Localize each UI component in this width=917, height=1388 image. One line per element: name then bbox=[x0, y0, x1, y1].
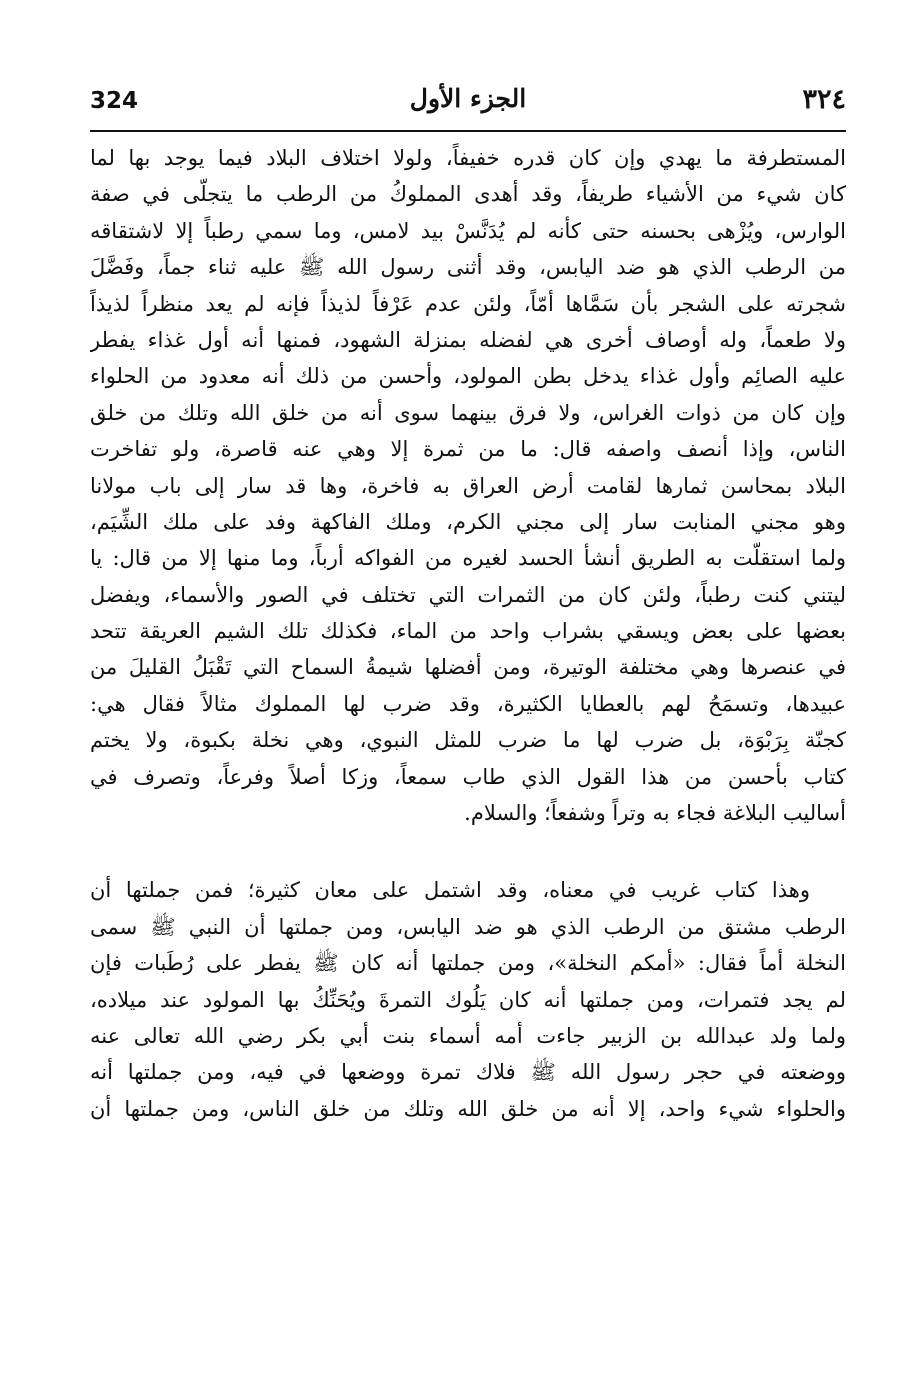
text-line: الرطب مشتق من الرطب الذي هو ضد اليابس، ومن جملتها أن النبي ﷺ سمى bbox=[90, 914, 846, 939]
text-line: من الرطب الذي هو ضد اليابس، وقد أثنى رسول الله ﷺ عليه ثناء جماً، وفَضَّلَ bbox=[90, 255, 846, 280]
text-line: النخلة أماً فقال: «أمكم النخلة»، ومن جملتها أنه كان ﷺ يفطر على رُطَبات فإن bbox=[90, 951, 846, 976]
text-line: ليتني كنت رطباً، ولئن كان من الثمرات التي تختلف في الصور والأسماء، ويفضل bbox=[90, 582, 846, 607]
text-line: أساليب البلاغة فجاء به وتراً وشفعاً؛ والسلام. bbox=[464, 801, 846, 826]
paragraph-2 bbox=[90, 872, 846, 1127]
page-header bbox=[90, 82, 846, 126]
text-line: كان شيء من الأشياء طريفاً، وقد أهدى المملوكُ من الرطب ما يتجلّى في صفة bbox=[90, 182, 846, 207]
text-line: وهو مجني المنابت سار إلى مجني الكرم، وملك الفاكهة وفد على ملك الشِّيَم، bbox=[90, 509, 846, 534]
text-line: في عنصرها وهي مختلفة الوتيرة، ومن أفضلها شيمةُ السماح التي تَقْبَلُ القليلَ من bbox=[90, 655, 846, 680]
text-line: ولما ولد عبدالله بن الزبير جاءت أمه أسماء بنت أبي بكر رضي الله تعالى عنه bbox=[90, 1023, 846, 1048]
text-line: الناس، وإذا أنصف واصفه قال: ما من ثمرة إلا وهي عنه قاصرة، ولو تفاخرت bbox=[90, 437, 846, 462]
paragraph-1 bbox=[90, 140, 846, 831]
page-number-arabic: ٣٢٤ bbox=[802, 84, 846, 115]
text-line: عليه الصائِم وأول غذاء يدخل بطن المولود، وأحسن من ذلك أنه معدود من الحلواء bbox=[90, 364, 846, 389]
page-number-latin: 324 bbox=[90, 88, 139, 114]
text-line: الوارس، ويُزْهى بحسنه حتى كأنه لم يُدَنَّسْ بيد لامس، وما سمي رطباً إلا لاشتقاقه bbox=[90, 218, 846, 243]
paragraph-gap bbox=[90, 831, 846, 872]
text-line: ولما استقلّت به الطريق أنشأ الحسد لغيره من الفواكه أرباً، وما منها إلا من قال: يا bbox=[90, 546, 846, 571]
text-line: ولا طعماً، وله أوصاف أخرى هي لفضله بمنزلة الشهود، فمنها أنه أول غذاء يفطر bbox=[90, 327, 846, 352]
running-title: الجزء الأول bbox=[409, 84, 527, 113]
text-line: كجنّة بِرَبْوَة، بل ضرب لها ما ضرب للمثل النبوي، وهي نخلة بكبوة، ولا يختم bbox=[90, 728, 846, 753]
header-rule bbox=[90, 130, 846, 132]
text-line: البلاد بمحاسن ثمارها لقامت أرض العراق به فاخرة، وها قد سار إلى باب مولانا bbox=[90, 473, 846, 498]
text-line: وهذا كتاب غريب في معناه، وقد اشتمل على معان كثيرة؛ فمن جملتها أن bbox=[90, 878, 810, 903]
text-line: كتاب بأحسن من هذا القول الذي طاب سمعاً، وزكا أصلاً وفرعاً، وتصرف في bbox=[90, 764, 846, 789]
text-line: والحلواء شيء واحد، إلا أنه من خلق الله وتلك من خلق الناس، ومن جملتها أن bbox=[90, 1096, 846, 1121]
text-line: المستطرفة ما يهدي وإن كان قدره خفيفاً، ولولا اختلاف البلاد فيما يوجد بها لما bbox=[90, 146, 846, 170]
text-line: وإن كان من ذوات الغراس، ولا فرق بينهما سوى أنه من خلق الله وتلك من خلق bbox=[90, 400, 846, 425]
text-line: ووضعته في حجر رسول الله ﷺ فلاك تمرة ووضعها في فيه، ومن جملتها أنه bbox=[90, 1060, 846, 1085]
text-line: عبيدها، وتسمَحُ لهم بالعطايا الكثيرة، وقد ضرب لها المملوك مثالاً فقال هي: bbox=[90, 691, 846, 716]
text-line: بعضها على بعض ويسقي بشراب واحد من الماء، فكذلك تلك الشيم العريقة تتحد bbox=[90, 619, 846, 644]
page-body bbox=[90, 140, 846, 1127]
text-line: شجرته على الشجر بأن سَمَّاها أمّاً، ولئن عدم عَرْفاً لذيذاً فإنه لم يعد منظراً لذيذاً bbox=[90, 291, 846, 316]
text-line: لم يجد فتمرات، ومن جملتها أنه كان يَلُوك التمرةَ ويُحَنِّكُ بها المولود عند ميلاده، bbox=[90, 987, 846, 1012]
